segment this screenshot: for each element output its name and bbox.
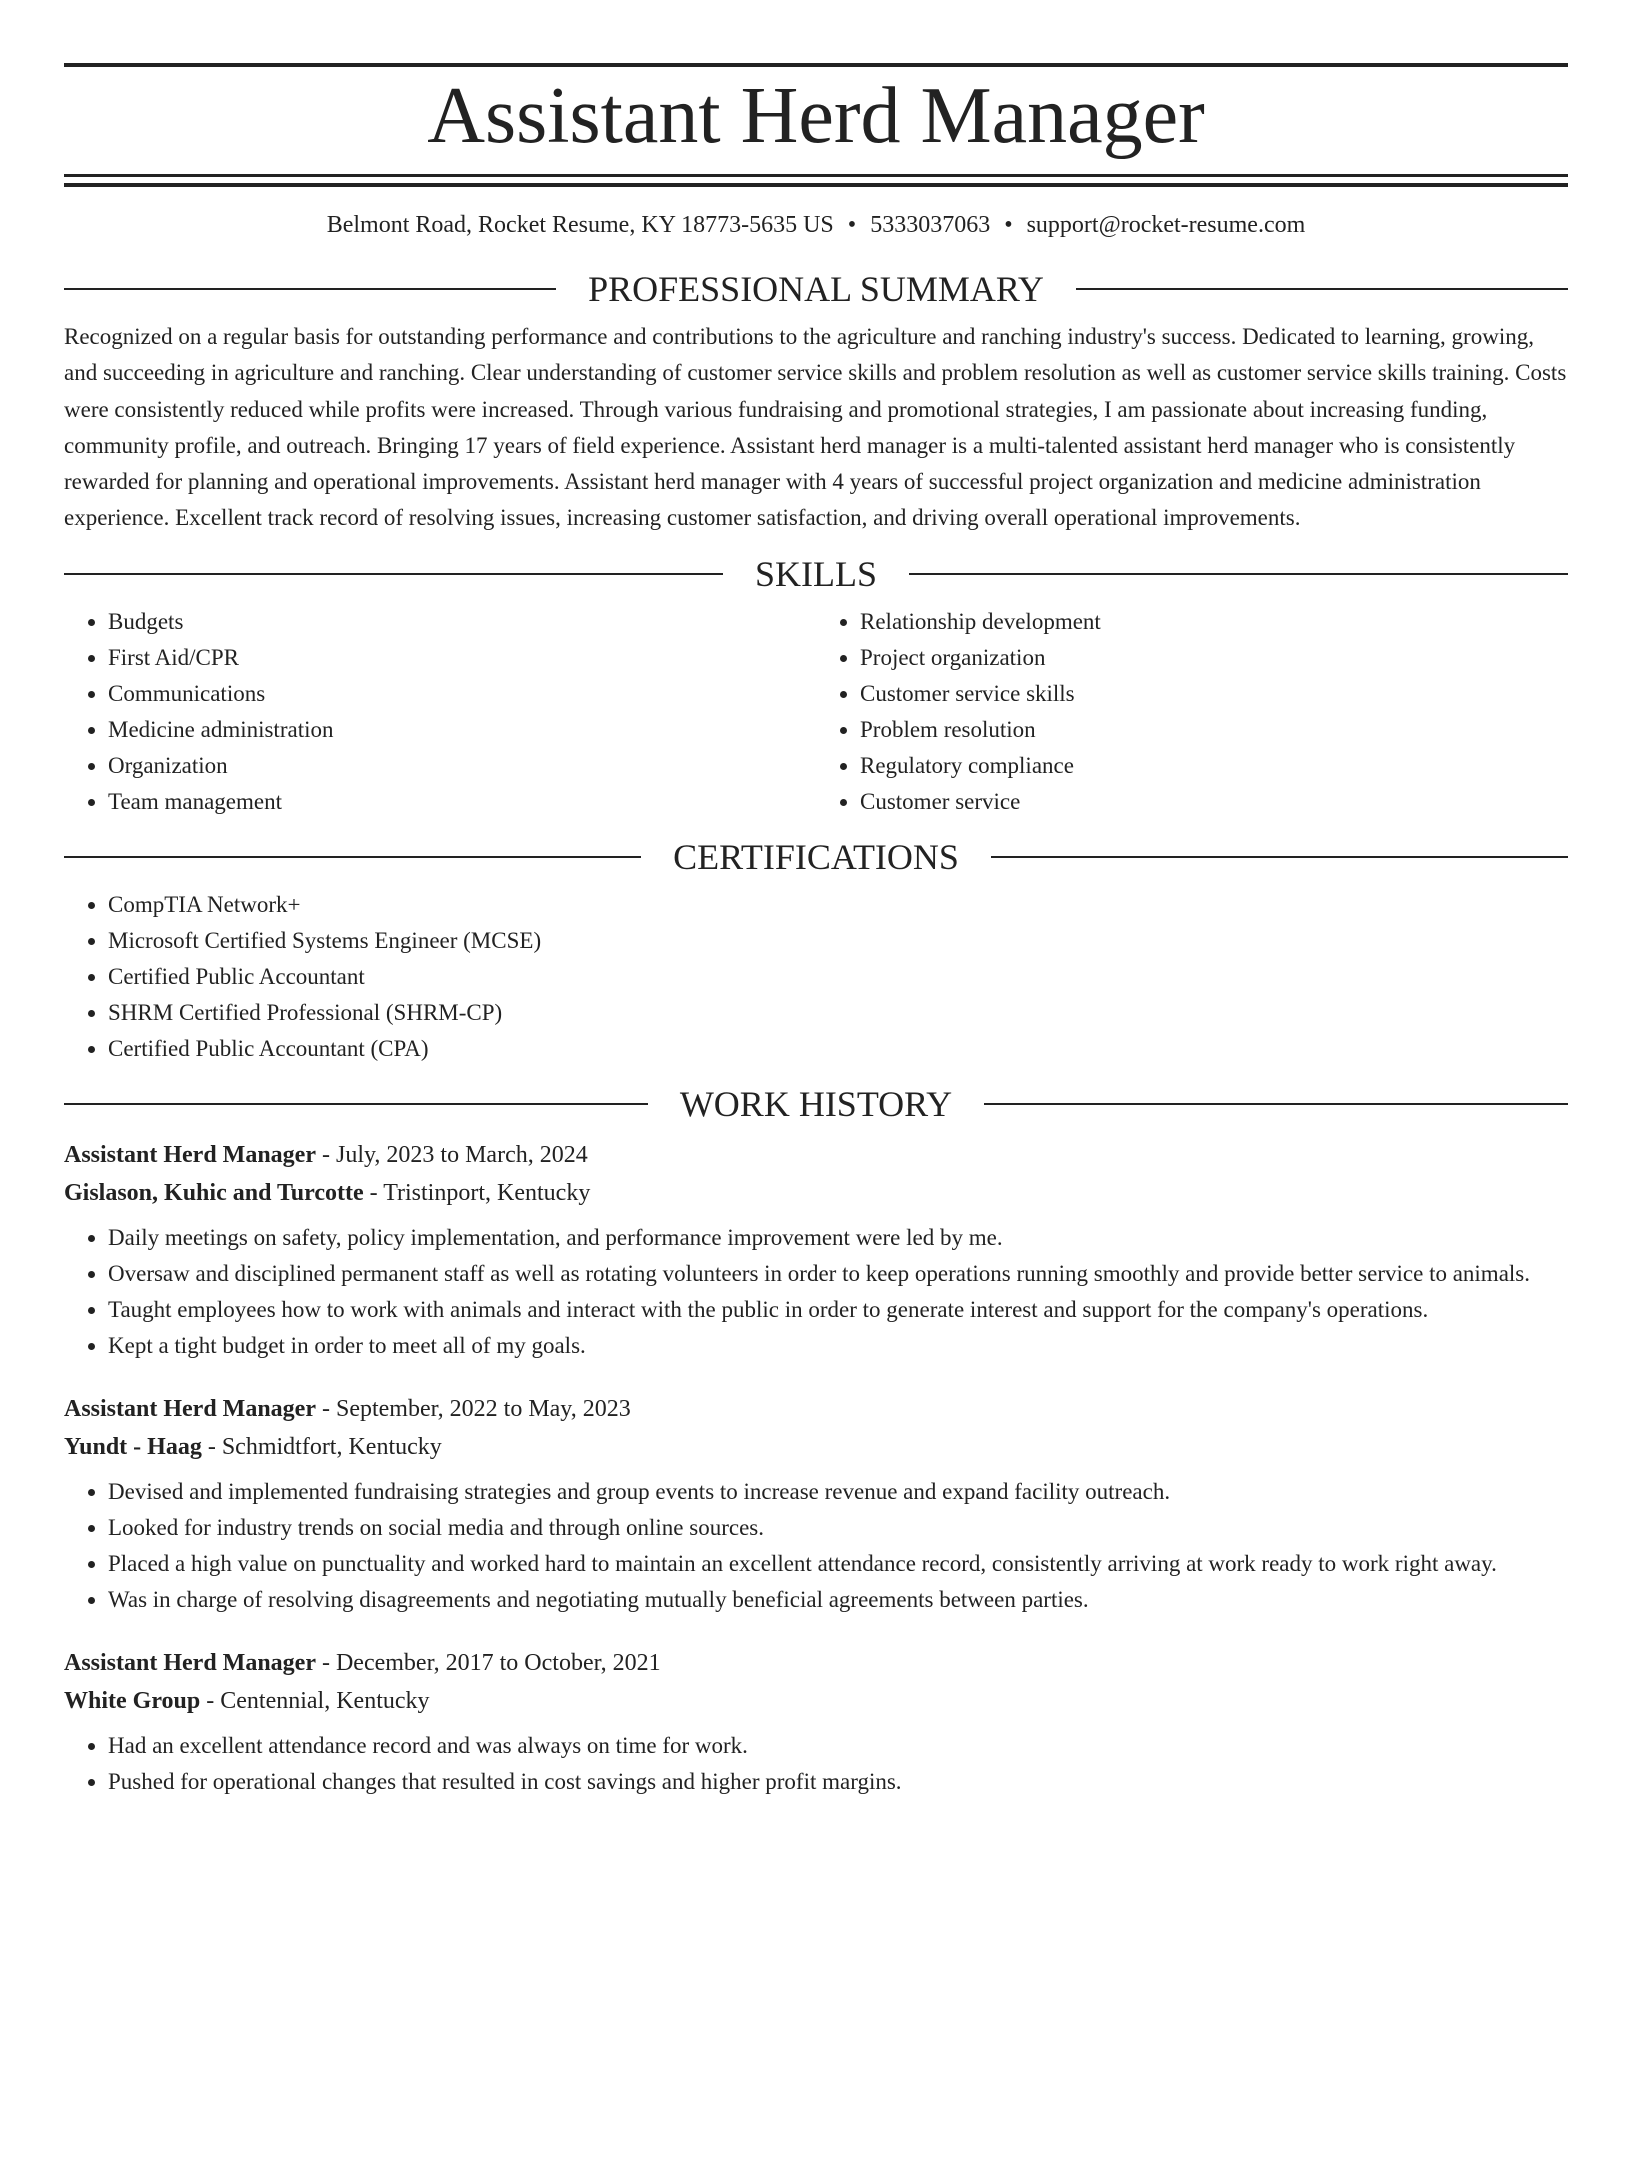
job-company: Gislason, Kuhic and Turcotte	[64, 1179, 364, 1206]
heading-rule-left	[64, 1103, 648, 1105]
header-top-rule	[64, 63, 1568, 67]
section-title: CERTIFICATIONS	[673, 836, 959, 877]
job-bullet: • Devised and implemented fundraising strategies and group events to increase revenue and expand facility outreach.	[108, 1474, 1568, 1510]
job-bullets	[64, 1474, 1568, 1618]
job-bullet: • Was in charge of resolving disagreements and negotiating mutually beneficial agreements between parties.	[108, 1582, 1568, 1618]
job-location: - Schmidtfort, Kentucky	[201, 1433, 442, 1460]
header-double-rule	[64, 174, 1568, 187]
skill-item: • Organization	[108, 748, 816, 784]
job-title: Assistant Herd Manager	[64, 1649, 316, 1676]
job-title-line	[64, 1390, 1568, 1428]
job-company: Yundt - Haag	[64, 1433, 202, 1460]
skills-column-right	[816, 604, 1568, 820]
heading-rule-right	[991, 856, 1568, 858]
contact-email[interactable]: support@rocket-resume.com	[1026, 212, 1306, 238]
job-bullet: • Kept a tight budget in order to meet all of my goals.	[108, 1328, 1568, 1364]
heading-rule-left	[64, 573, 723, 575]
job-company: White Group	[64, 1687, 201, 1714]
skills-column-left	[64, 604, 816, 820]
heading-rule-left	[64, 288, 556, 290]
job-dates: - December, 2017 to October, 2021	[315, 1649, 661, 1676]
job-location: - Centennial, Kentucky	[200, 1687, 430, 1714]
job-bullet: • Had an excellent attendance record and was always on time for work.	[108, 1728, 1568, 1764]
skill-item: • First Aid/CPR	[108, 640, 816, 676]
certification-item: • Certified Public Accountant (CPA)	[108, 1031, 1568, 1067]
job-dates: - July, 2023 to March, 2024	[315, 1141, 588, 1168]
skills-list	[64, 604, 1568, 820]
job-company-line	[64, 1428, 1568, 1466]
job-entry	[64, 1136, 1568, 1364]
skills-section-heading	[64, 552, 1568, 596]
job-bullets	[64, 1220, 1568, 1364]
job-bullet: • Pushed for operational changes that resulted in cost savings and higher profit margins.	[108, 1764, 1568, 1800]
contact-line	[64, 209, 1568, 241]
job-title-line	[64, 1136, 1568, 1174]
heading-rule-left	[64, 856, 641, 858]
skill-item: • Relationship development	[860, 604, 1568, 640]
job-bullet: • Looked for industry trends on social media and through online sources.	[108, 1510, 1568, 1546]
summary-section-heading	[64, 267, 1568, 311]
work-history-section-heading	[64, 1082, 1568, 1126]
certification-item: • Microsoft Certified Systems Engineer (MCSE)	[108, 923, 1568, 959]
certifications-section-heading	[64, 835, 1568, 879]
contact-separator: •	[847, 212, 857, 238]
skill-item: • Regulatory compliance	[860, 748, 1568, 784]
skill-item: • Budgets	[108, 604, 816, 640]
skill-item: • Problem resolution	[860, 712, 1568, 748]
heading-rule-right	[984, 1103, 1568, 1105]
job-bullet: • Oversaw and disciplined permanent staff as well as rotating volunteers in order to keep operations running smoothly and provide better service to animals.	[108, 1256, 1568, 1292]
heading-rule-right	[1076, 288, 1568, 290]
job-title-line	[64, 1644, 1568, 1682]
skill-item: • Communications	[108, 676, 816, 712]
skill-item: • Medicine administration	[108, 712, 816, 748]
certification-item: • SHRM Certified Professional (SHRM-CP)	[108, 995, 1568, 1031]
summary-text: Recognized on a regular basis for outstanding performance and contributions to the agriculture and ranching industry's success. Dedicated to learning, growing, and succeeding in agriculture and ranching. Clear understanding of customer service skills and problem resolution as well as customer service skills training. Costs were consistently reduced while profits were increased. Through various fundraising and promotional strategies, I am passionate about increasing funding, community profile, and outreach. Bringing 17 years of field experience. Assistant herd manager is a multi-talented assistant herd manager who is consistently rewarded for planning and operational improvements. Assistant herd manager with 4 years of successful project organization and medicine administration experience. Excellent track record of resolving issues, increasing customer satisfaction, and driving overall operational improvements.	[64, 324, 1567, 531]
certifications-list	[64, 887, 1568, 1067]
job-title: Assistant Herd Manager	[64, 1395, 316, 1422]
job-bullets	[64, 1728, 1568, 1800]
contact-separator: •	[1004, 212, 1013, 238]
skill-item: • Customer service skills	[860, 676, 1568, 712]
job-company-line	[64, 1174, 1568, 1212]
contact-phone[interactable]: 5333037063	[870, 212, 991, 238]
job-dates: - September, 2022 to May, 2023	[315, 1395, 631, 1422]
job-bullet: • Placed a high value on punctuality and worked hard to maintain an excellent attendance record, consistently arriving at work ready to work right away.	[108, 1546, 1568, 1582]
contact-address: Belmont Road, Rocket Resume, KY 18773-5635 US	[326, 212, 834, 238]
section-title: WORK HISTORY	[679, 1083, 953, 1124]
section-title: PROFESSIONAL SUMMARY	[588, 269, 1044, 309]
candidate-name: Assistant Herd Manager	[427, 72, 1205, 160]
job-title: Assistant Herd Manager	[64, 1141, 316, 1168]
heading-rule-right	[909, 573, 1568, 575]
certification-item: • Certified Public Accountant	[108, 959, 1568, 995]
skill-item: • Customer service	[860, 784, 1568, 820]
job-location: - Tristinport, Kentucky	[363, 1179, 591, 1206]
job-bullet: • Taught employees how to work with animals and interact with the public in order to generate interest and support for the company's operations.	[108, 1292, 1568, 1328]
section-title: SKILLS	[755, 553, 878, 594]
skill-item: • Project organization	[860, 640, 1568, 676]
job-entry	[64, 1390, 1568, 1618]
certification-item: • CompTIA Network+	[108, 887, 1568, 923]
skill-item: • Team management	[108, 784, 816, 820]
job-bullet: • Daily meetings on safety, policy implementation, and performance improvement were led by me.	[108, 1220, 1568, 1256]
job-company-line	[64, 1682, 1568, 1720]
job-entry	[64, 1644, 1568, 1800]
resume-page	[0, 63, 1632, 2175]
